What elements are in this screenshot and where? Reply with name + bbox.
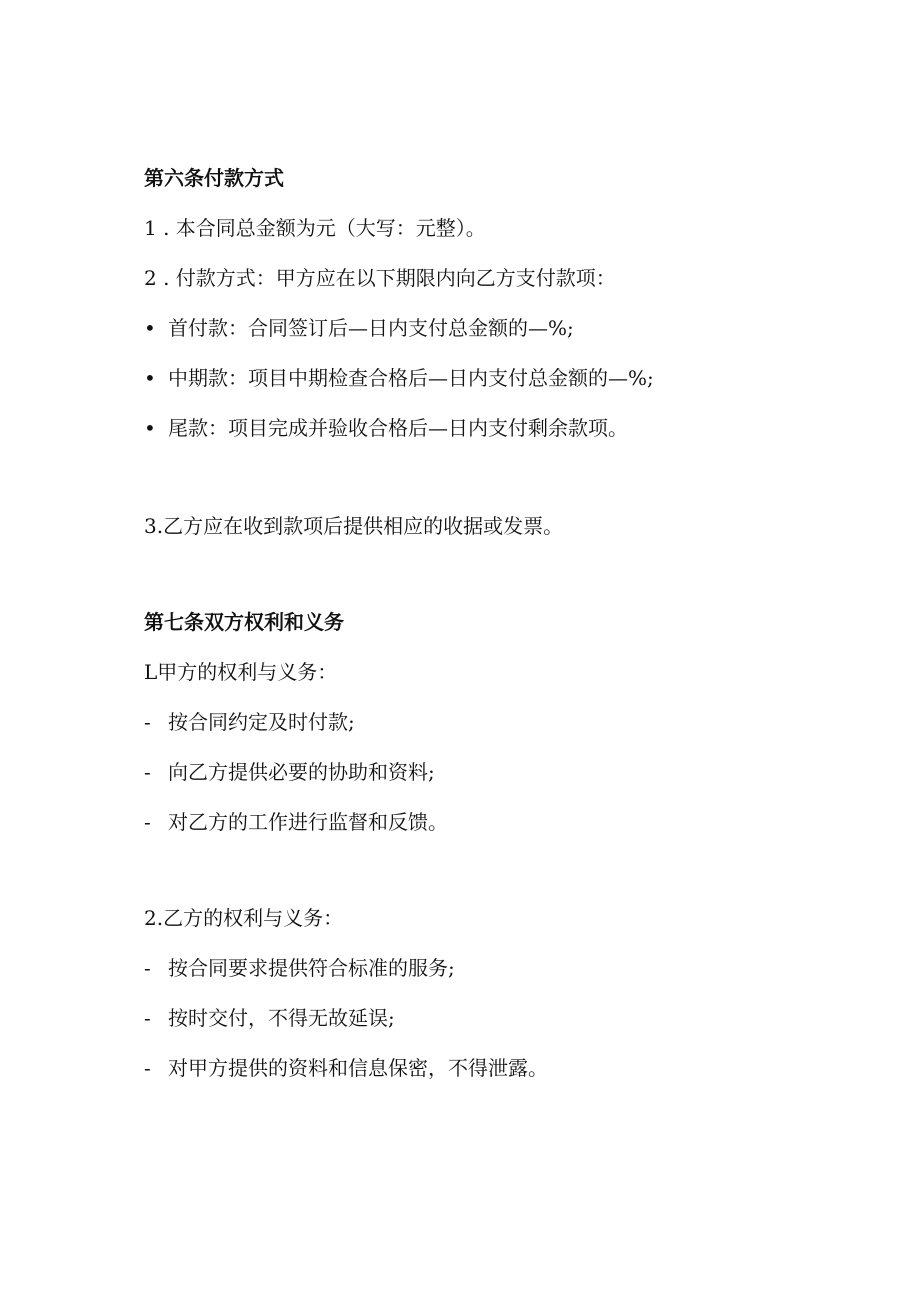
- payment-item-1: 1 . 本合同总金额为元（大写：元整）。: [144, 216, 486, 240]
- party-a-heading: L甲方的权利与义务：: [144, 660, 338, 684]
- party-a-item: [144, 808, 448, 836]
- party-a-item: [144, 708, 355, 736]
- bullet-text: 中期款：项目中期检查合格后—日内支付总金额的—%;: [168, 366, 654, 390]
- section-6-title: 第六条付款方式: [144, 166, 284, 190]
- party-a-item-text: 按合同约定及时付款;: [168, 710, 355, 734]
- party-b-item-text: 按时交付，不得无故延误;: [168, 1006, 395, 1030]
- party-b-item: [144, 1054, 548, 1082]
- payment-bullet-item: [144, 314, 574, 342]
- payment-bullet-item: [144, 364, 654, 392]
- party-a-item-text: 向乙方提供必要的协助和资料;: [168, 760, 435, 784]
- dash-icon: -: [144, 810, 151, 834]
- payment-item-2: 2 . 付款方式：甲方应在以下期限内向乙方支付款项：: [144, 266, 616, 290]
- dash-icon: -: [144, 760, 151, 784]
- party-b-heading: 2.乙方的权利与义务：: [144, 906, 344, 930]
- dash-icon: -: [144, 1006, 151, 1030]
- party-a-item-text: 对乙方的工作进行监督和反馈。: [168, 810, 448, 834]
- bullet-icon: •: [144, 366, 156, 390]
- bullet-text: 首付款：合同签订后—日内支付总金额的—%;: [168, 316, 574, 340]
- party-b-item: [144, 954, 455, 982]
- party-b-item-text: 按合同要求提供符合标准的服务;: [168, 956, 455, 980]
- payment-item-3: 3.乙方应在收到款项后提供相应的收据或发票。: [144, 514, 564, 538]
- bullet-icon: •: [144, 416, 156, 440]
- bullet-icon: •: [144, 316, 156, 340]
- party-b-item: [144, 1004, 395, 1032]
- bullet-text: 尾款：项目完成并验收合格后—日内支付剩余款项。: [168, 416, 628, 440]
- dash-icon: -: [144, 710, 151, 734]
- payment-bullet-item: [144, 414, 628, 442]
- party-a-item: [144, 758, 435, 786]
- dash-icon: -: [144, 956, 151, 980]
- dash-icon: -: [144, 1056, 151, 1080]
- party-b-item-text: 对甲方提供的资料和信息保密，不得泄露。: [168, 1056, 548, 1080]
- section-7-title: 第七条双方权利和义务: [144, 610, 344, 634]
